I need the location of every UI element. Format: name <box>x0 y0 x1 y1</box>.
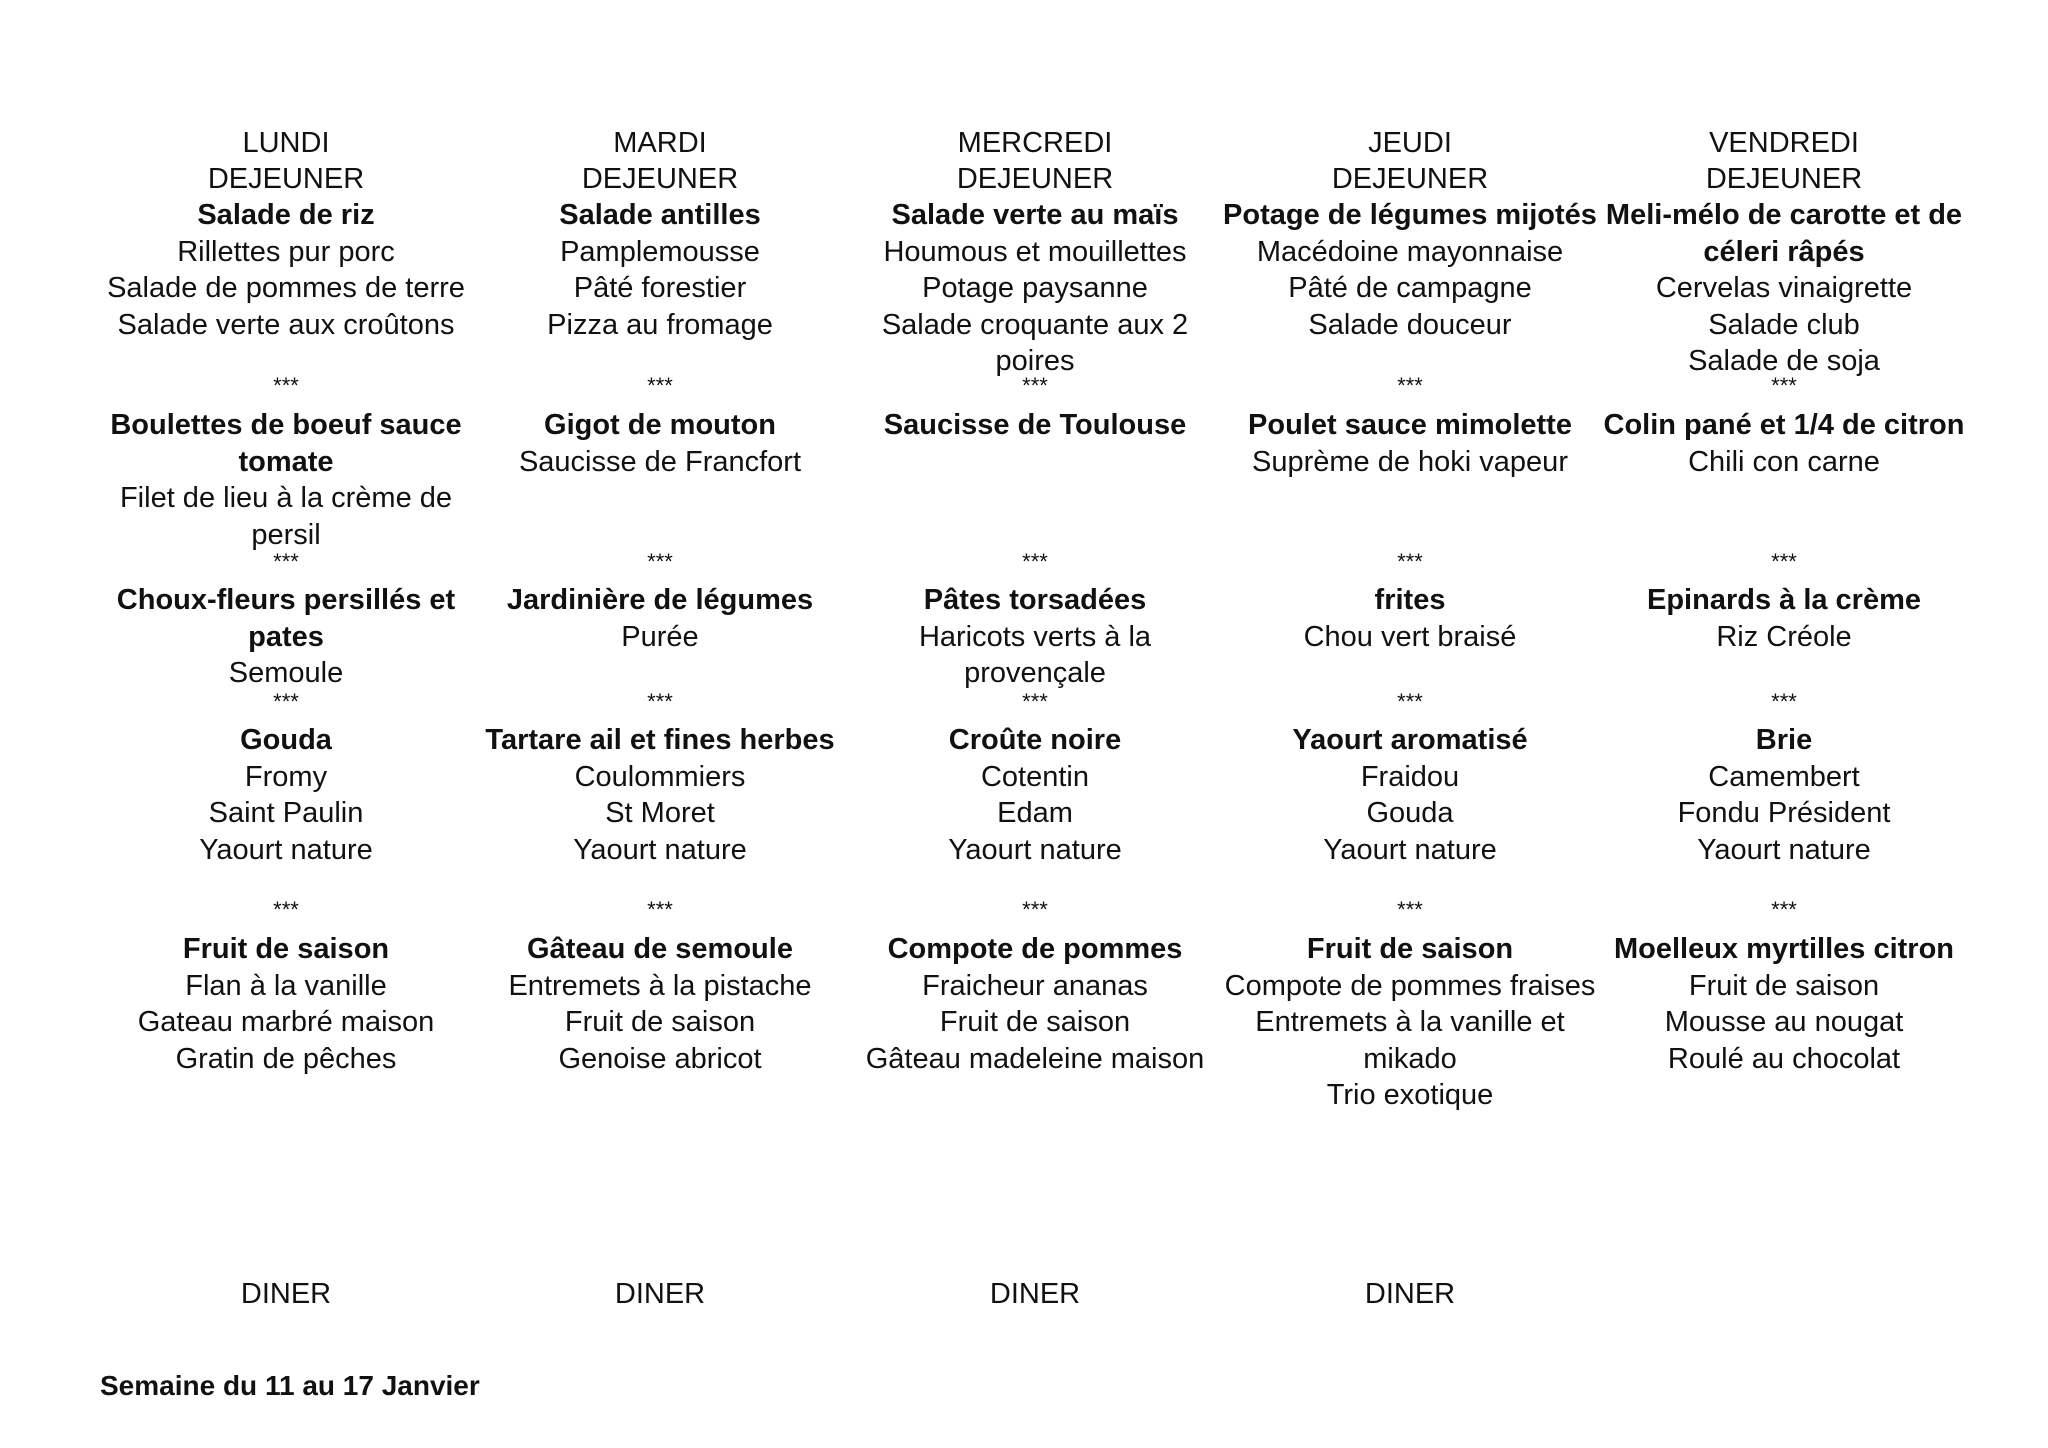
week-label: Semaine du 11 au 17 Janvier <box>100 1370 480 1401</box>
featured-dish: Yaourt aromatisé <box>1292 724 1528 756</box>
desserts-section <box>847 931 1223 1137</box>
entrees-section <box>98 197 474 377</box>
desserts-section <box>1222 931 1598 1137</box>
day-column-mercredi <box>847 0 1223 1200</box>
day-column-vendredi <box>1596 0 1972 1200</box>
dish-option: St Moret <box>605 797 715 829</box>
desserts-section <box>472 931 848 1137</box>
course-separator: *** <box>273 549 299 574</box>
entrees-section <box>472 197 848 377</box>
dish-option: Fraicheur ananas <box>922 969 1148 1002</box>
meal-label: DEJEUNER <box>207 163 365 195</box>
course-separator: *** <box>1397 549 1423 574</box>
dish-option: Saucisse de Francfort <box>518 445 802 478</box>
dish-option: Rillettes pur porc <box>177 235 395 268</box>
dish-option: Camembert <box>1708 760 1860 793</box>
meal-label: DEJEUNER <box>581 163 739 195</box>
accompagnements-section <box>1222 582 1598 692</box>
day-name: MERCREDI <box>957 127 1113 159</box>
dish-option: Genoise abricot <box>558 1042 762 1075</box>
course-separator: *** <box>1022 897 1048 922</box>
course-separator: *** <box>1397 689 1423 714</box>
dish-option: Pizza au fromage <box>547 308 773 341</box>
featured-dish: Compote de pommes <box>887 933 1183 965</box>
meal-label: DEJEUNER <box>956 163 1114 195</box>
dish-option: Haricots verts à la provençale <box>918 620 1152 689</box>
course-separator: *** <box>1022 373 1048 398</box>
course-separator: *** <box>1771 897 1797 922</box>
course-separator: *** <box>273 897 299 922</box>
day-column-lundi <box>98 0 474 1200</box>
featured-dish: Potage de légumes mijotés <box>1223 199 1597 231</box>
entrees-section <box>1222 197 1598 377</box>
fromages-section <box>1222 722 1598 868</box>
course-separator: *** <box>1771 689 1797 714</box>
fromages-section <box>472 722 848 868</box>
course-separator: *** <box>647 897 673 922</box>
dish-option: Gratin de pêches <box>175 1042 397 1075</box>
featured-dish: Moelleux myrtilles citron <box>1613 933 1955 965</box>
dish-option: Salade de soja <box>1688 345 1880 377</box>
dish-option: Semoule <box>228 657 344 689</box>
dish-option: Yaourt nature <box>948 833 1122 866</box>
plats-section <box>1222 407 1598 553</box>
dish-option: Saint Paulin <box>208 797 364 829</box>
dish-option: Fondu Président <box>1677 797 1891 829</box>
diner-label: DINER <box>240 1278 332 1310</box>
course-separator: *** <box>1397 897 1423 922</box>
accompagnements-section <box>1596 582 1972 692</box>
featured-dish: Fruit de saison <box>1306 933 1514 965</box>
featured-dish: Salade de riz <box>197 199 375 231</box>
dish-option: Yaourt nature <box>1323 833 1497 866</box>
meal-label: DEJEUNER <box>1705 163 1863 195</box>
course-separator: *** <box>1771 549 1797 574</box>
desserts-section <box>1596 931 1972 1137</box>
course-separator: *** <box>647 373 673 398</box>
dish-option: Chili con carne <box>1688 445 1880 478</box>
course-separator: *** <box>1022 689 1048 714</box>
fromages-section <box>847 722 1223 868</box>
course-separator: *** <box>273 689 299 714</box>
featured-dish: Salade verte au maïs <box>891 199 1179 231</box>
featured-dish: Pâtes torsadées <box>923 584 1147 616</box>
featured-dish: Epinards à la crème <box>1646 584 1922 616</box>
dish-option: Yaourt nature <box>1697 833 1871 866</box>
dish-option: Chou vert braisé <box>1303 620 1517 653</box>
dish-option: Trio exotique <box>1326 1079 1494 1111</box>
dish-option: Filet de lieu à la crème de persil <box>119 482 453 551</box>
accompagnements-section <box>847 582 1223 692</box>
dish-option: Salade de pommes de terre <box>107 272 465 304</box>
featured-dish: Boulettes de boeuf sauce tomate <box>110 409 462 478</box>
featured-dish: Poulet sauce mimolette <box>1248 409 1572 441</box>
plats-section <box>847 407 1223 553</box>
featured-dish: Jardinière de légumes <box>506 584 814 616</box>
dish-option: Roulé au chocolat <box>1667 1042 1901 1075</box>
diner-label: DINER <box>1364 1278 1456 1310</box>
dish-option: Fruit de saison <box>564 1006 756 1038</box>
course-separator: *** <box>647 689 673 714</box>
plats-section <box>1596 407 1972 553</box>
dish-option: Cotentin <box>980 760 1089 793</box>
day-name: VENDREDI <box>1709 127 1859 159</box>
dish-option: Fromy <box>244 760 328 793</box>
accompagnements-section <box>472 582 848 692</box>
entrees-section <box>847 197 1223 377</box>
fromages-section <box>98 722 474 868</box>
day-name: JEUDI <box>1368 127 1452 159</box>
dish-option: Edam <box>997 797 1073 829</box>
featured-dish: Gouda <box>240 724 332 756</box>
day-name: MARDI <box>613 127 707 159</box>
dish-option: Mousse au nougat <box>1664 1006 1904 1038</box>
featured-dish: Saucisse de Toulouse <box>883 409 1187 441</box>
dish-option: Yaourt nature <box>199 833 373 866</box>
featured-dish: Choux-fleurs persillés et pates <box>116 584 456 653</box>
dish-option: Riz Créole <box>1716 620 1852 653</box>
accompagnements-section <box>98 582 474 692</box>
dish-option: Flan à la vanille <box>185 969 387 1002</box>
dish-option: Pâté de campagne <box>1288 272 1532 304</box>
entrees-section <box>1596 197 1972 377</box>
dish-option: Macédoine mayonnaise <box>1256 235 1564 268</box>
featured-dish: frites <box>1374 584 1446 616</box>
meal-label: DEJEUNER <box>1331 163 1489 195</box>
dish-option: Gateau marbré maison <box>137 1006 435 1038</box>
dish-option: Compote de pommes fraises <box>1224 969 1596 1002</box>
dish-option: Salade douceur <box>1308 308 1512 341</box>
course-separator: *** <box>1022 549 1048 574</box>
course-separator: *** <box>273 373 299 398</box>
featured-dish: Meli-mélo de carotte et de céleri râpés <box>1605 199 1963 268</box>
dish-option: Pâté forestier <box>573 272 747 304</box>
dish-option: Salade croquante aux 2 poires <box>881 308 1189 377</box>
course-separator: *** <box>1771 373 1797 398</box>
featured-dish: Gigot de mouton <box>544 409 776 441</box>
dish-option: Yaourt nature <box>573 833 747 866</box>
course-separator: *** <box>647 549 673 574</box>
diner-label: DINER <box>614 1278 706 1310</box>
course-separator: *** <box>1397 373 1423 398</box>
dish-option: Salade verte aux croûtons <box>117 308 455 341</box>
diner-label: DINER <box>989 1278 1081 1310</box>
dish-option: Suprème de hoki vapeur <box>1252 445 1568 478</box>
featured-dish: Fruit de saison <box>182 933 390 965</box>
featured-dish: Gâteau de semoule <box>527 933 793 965</box>
dish-option: Gâteau madeleine maison <box>865 1042 1205 1075</box>
dish-option: Fruit de saison <box>939 1006 1131 1038</box>
dish-option: Fraidou <box>1360 760 1460 793</box>
day-column-jeudi <box>1222 0 1598 1200</box>
dish-option: Gouda <box>1366 797 1454 829</box>
dish-option: Coulommiers <box>574 760 746 793</box>
day-column-mardi <box>472 0 848 1200</box>
featured-dish: Colin pané et 1/4 de citron <box>1603 409 1965 441</box>
featured-dish: Salade antilles <box>559 199 761 231</box>
featured-dish: Croûte noire <box>948 724 1122 756</box>
plats-section <box>472 407 848 553</box>
featured-dish: Brie <box>1755 724 1813 756</box>
dish-option: Cervelas vinaigrette <box>1655 272 1913 304</box>
featured-dish: Tartare ail et fines herbes <box>485 724 835 756</box>
plats-section <box>98 407 474 553</box>
dish-option: Pamplemousse <box>560 235 760 268</box>
fromages-section <box>1596 722 1972 868</box>
dish-option: Entremets à la vanille et mikado <box>1255 1006 1565 1075</box>
dish-option: Potage paysanne <box>922 272 1148 304</box>
dish-option: Fruit de saison <box>1688 969 1880 1002</box>
dish-option: Houmous et mouillettes <box>883 235 1187 268</box>
dish-option: Purée <box>621 620 699 653</box>
desserts-section <box>98 931 474 1137</box>
day-name: LUNDI <box>242 127 330 159</box>
dish-option: Entremets à la pistache <box>508 969 812 1002</box>
dish-option: Salade club <box>1708 308 1860 341</box>
